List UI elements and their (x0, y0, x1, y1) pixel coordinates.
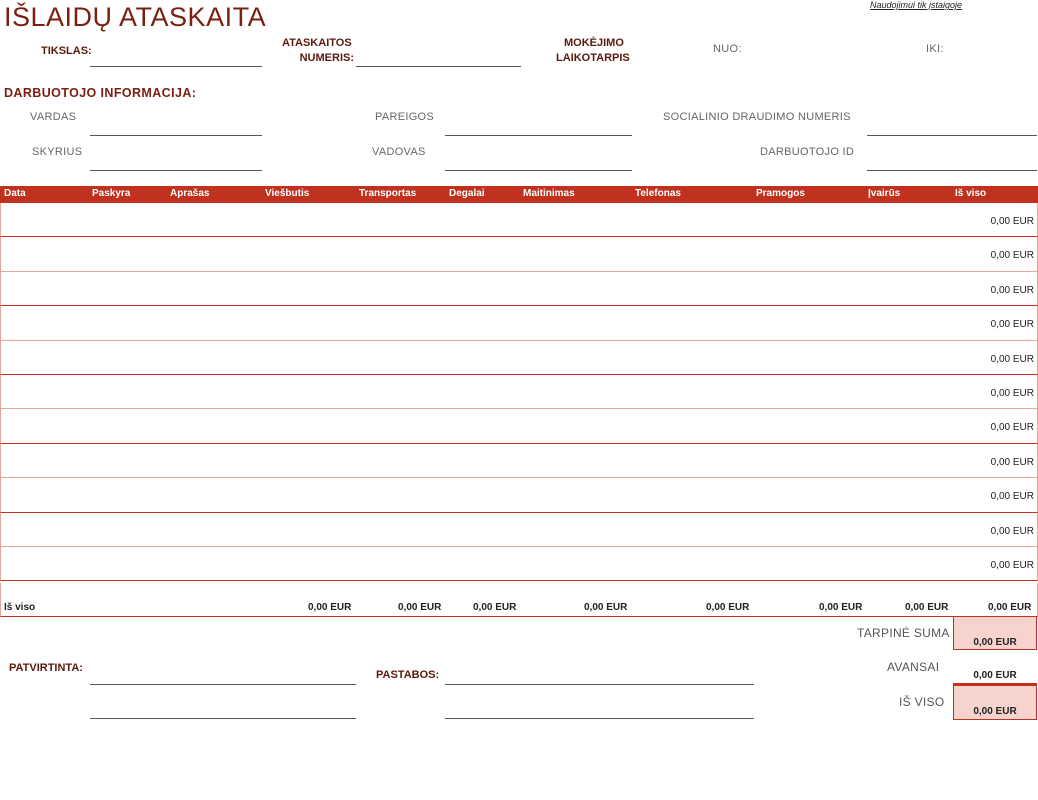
col-description[interactable]: Aprašas (170, 188, 210, 199)
row-total-value: 0,00 EUR (990, 284, 1034, 296)
totals-row (0, 583, 1038, 617)
total-value[interactable]: 0,00 EUR (953, 685, 1037, 720)
row-total-value: 0,00 EUR (990, 560, 1034, 571)
notes-field-1[interactable] (445, 684, 754, 685)
total-phone: 0,00 EUR (706, 602, 750, 613)
department-label: SKYRIUS (32, 146, 83, 158)
row-total-value: 0,00 EUR (990, 491, 1034, 503)
row-total-value: 0,00 EUR (990, 422, 1034, 434)
col-total[interactable]: Iš viso (955, 188, 987, 199)
row-total-value: 0,00 EUR (990, 456, 1034, 468)
subtotal-label: TARPINĖ SUMA (857, 626, 950, 640)
position-label: PAREIGOS (375, 111, 435, 123)
purpose-label: TIKSLAS: (41, 45, 92, 57)
table-row[interactable] (0, 478, 1038, 512)
row-total-value: 0,00 EUR (990, 353, 1034, 365)
purpose-field[interactable] (90, 66, 262, 67)
name-field[interactable] (90, 135, 262, 136)
table-row[interactable] (0, 547, 1038, 581)
to-label: IKI: (926, 43, 944, 55)
row-total-value: 0,00 EUR (990, 388, 1034, 399)
ssn-label: SOCIALINIO DRAUDIMO NUMERIS (663, 111, 851, 123)
col-transport[interactable]: Transportas (359, 188, 417, 199)
total-meals: 0,00 EUR (584, 602, 628, 613)
office-use-note[interactable]: Naudojimui tik įstaigoje (870, 0, 963, 10)
table-row[interactable] (0, 409, 1038, 443)
total-label: IŠ VISO (899, 695, 945, 709)
name-label: VARDAS (30, 111, 77, 123)
total-misc: 0,00 EUR (905, 602, 949, 613)
col-entertainment[interactable]: Pramogos (756, 188, 805, 199)
col-date[interactable]: Data (4, 188, 26, 199)
table-row[interactable] (0, 272, 1038, 306)
table-row[interactable] (0, 444, 1038, 478)
manager-label: VADOVAS (372, 146, 426, 158)
employee-id-label: DARBUOTOJO ID (760, 146, 855, 158)
advances-value[interactable]: 0,00 EUR (953, 650, 1037, 685)
from-label: NUO: (713, 43, 742, 55)
row-total-value: 0,00 EUR (990, 319, 1034, 331)
row-total-value: 0,00 EUR (990, 250, 1034, 262)
table-row[interactable] (0, 306, 1038, 340)
total-transport: 0,00 EUR (398, 602, 442, 613)
totals-label: Iš viso (4, 602, 36, 613)
row-total-value: 0,00 EUR (990, 525, 1034, 537)
report-number-field[interactable] (356, 66, 521, 67)
notes-label: PASTABOS: (376, 669, 440, 681)
employee-section-title: DARBUOTOJO INFORMACIJA: (4, 86, 197, 100)
advances-label: AVANSAI (887, 660, 940, 674)
col-fuel[interactable]: Degalai (449, 188, 485, 199)
notes-field-2[interactable] (445, 718, 754, 719)
col-hotel[interactable]: Viešbutis (265, 188, 310, 199)
col-account[interactable]: Paskyra (92, 188, 131, 199)
total-hotel: 0,00 EUR (308, 602, 352, 613)
position-field[interactable] (445, 135, 632, 136)
total-fuel: 0,00 EUR (473, 602, 517, 613)
table-row[interactable] (0, 237, 1038, 271)
total-entertainment: 0,00 EUR (819, 602, 863, 613)
table-row[interactable] (0, 203, 1038, 237)
table-row[interactable] (0, 341, 1038, 375)
grand-total: 0,00 EUR (988, 602, 1032, 613)
table-row[interactable] (0, 375, 1038, 409)
manager-field[interactable] (445, 170, 632, 171)
report-title: IŠLAIDŲ ATASKAITA (4, 2, 267, 32)
approved-label: PATVIRTINTA: (9, 662, 83, 674)
subtotal-value[interactable]: 0,00 EUR (953, 616, 1037, 650)
payment-period-label: MOKĖJIMO LAIKOTARPIS (556, 37, 630, 64)
employee-id-field[interactable] (867, 170, 1037, 171)
table-row[interactable] (0, 513, 1038, 547)
col-misc[interactable]: Įvairūs (868, 188, 901, 199)
col-phone[interactable]: Telefonas (635, 188, 681, 199)
report-number-label: ATASKAITOS NUMERIS: (282, 37, 354, 64)
approved-field-1[interactable] (90, 684, 356, 685)
approved-field-2[interactable] (90, 718, 356, 719)
ssn-field[interactable] (867, 135, 1037, 136)
row-total-value: 0,00 EUR (990, 216, 1034, 227)
department-field[interactable] (90, 170, 262, 171)
col-meals[interactable]: Maitinimas (523, 188, 575, 199)
